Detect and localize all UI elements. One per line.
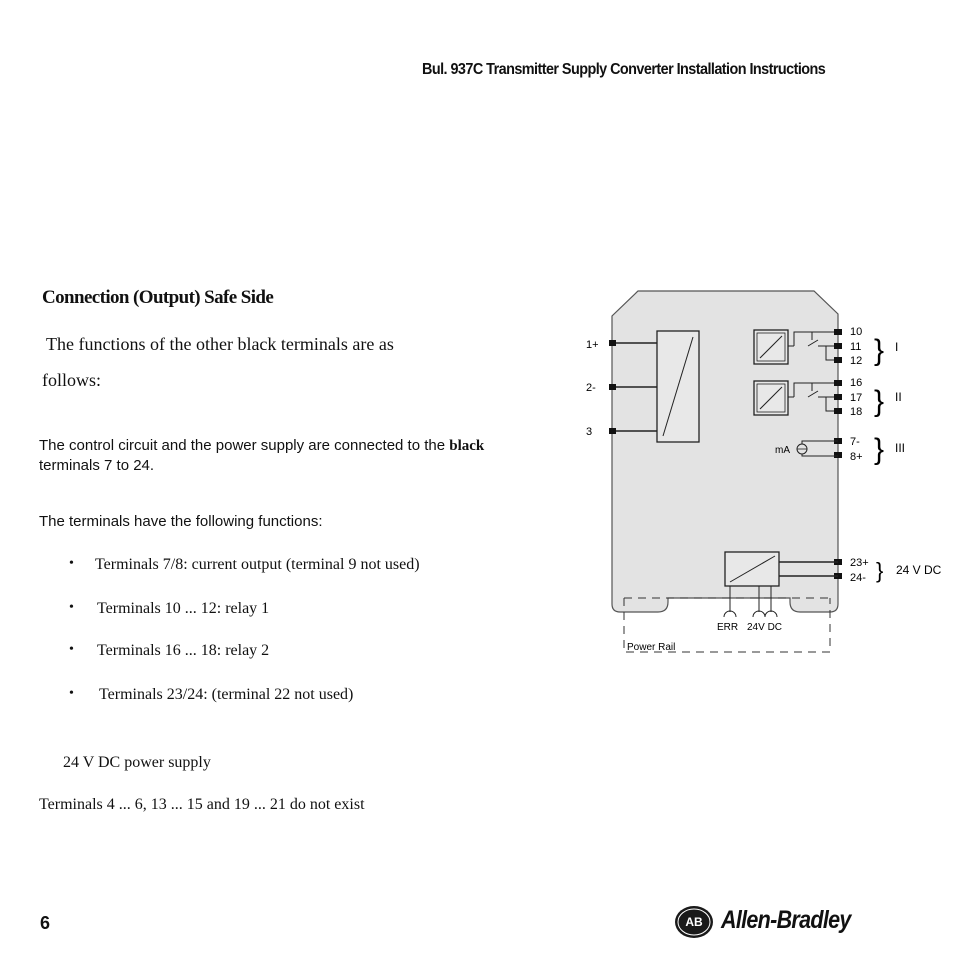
intro-line-2: follows: [42,370,102,390]
terminal-label: 18 [850,406,863,418]
brace-icon: } [874,385,885,418]
group-label: III [895,441,906,455]
control-bold-word: black [449,438,485,454]
bullet-dot: • [69,686,74,701]
group-label: 24 V DC [896,563,942,577]
ma-label: mA [775,445,790,456]
document-header-title: Bul. 937C Transmitter Supply Converter Installation Instructions [422,61,826,78]
bullet-item [69,686,353,704]
intro-paragraph [42,326,462,398]
terminal-label: 8+ [850,451,863,463]
brace-icon: } [874,334,885,367]
logo-letters: AB [685,915,703,929]
bullet-dot: • [69,556,74,571]
dc-label: 24V DC [747,622,783,633]
terminal-label: 10 [850,326,863,338]
terminal-label: 16 [850,377,863,389]
terminal-label: 11 [850,341,862,353]
not-exist-text: Terminals 4 ... 6, 13 ... 15 and 19 ... 21 do not exist [39,796,365,813]
intro-line-1: The functions of the other black terminals are as [46,334,394,354]
section-heading: Connection (Output) Safe Side [42,287,274,308]
brace-icon: } [876,558,884,583]
bullet-item [69,642,269,660]
group-label: II [895,390,902,404]
bullet-text: Terminals 7/8: current output (terminal 9 not used) [95,556,420,573]
terminal-label: 17 [850,392,863,404]
terminals-intro: The terminals have the following functions: [39,513,323,530]
allen-bradley-logo-icon [674,905,714,939]
terminal-label: 2- [586,382,596,394]
brace-icon: } [874,433,885,466]
power-rail-label: Power Rail [627,642,676,653]
bullet-text: Terminals 23/24: (terminal 22 not used) [99,686,354,703]
group-label: I [895,340,899,354]
err-label: ERR [717,622,739,633]
terminal-diagram [560,280,954,670]
terminal-label: 1+ [586,339,599,351]
brand-name: Allen-Bradley [721,906,851,934]
bullet-item [69,556,420,574]
bullet-dot: • [69,600,74,615]
terminal-label: 3 [586,426,593,438]
bullet-text: Terminals 10 ... 12: relay 1 [97,600,270,617]
terminal-label: 7- [850,436,860,448]
power-supply-text: 24 V DC power supply [63,754,211,771]
page-number: 6 [40,913,51,933]
input-converter-block [657,331,699,442]
control-text: The control circuit and the power supply are connected to the [39,437,450,454]
bullet-item [69,600,269,618]
control-text-2: terminals 7 to 24. [39,457,155,474]
control-circuit-paragraph [39,436,559,475]
bullet-text: Terminals 16 ... 18: relay 2 [97,642,270,659]
terminal-label: 23+ [850,557,869,569]
bullet-dot: • [69,642,74,657]
terminal-label: 24- [850,572,866,584]
terminal-label: 12 [850,355,863,367]
